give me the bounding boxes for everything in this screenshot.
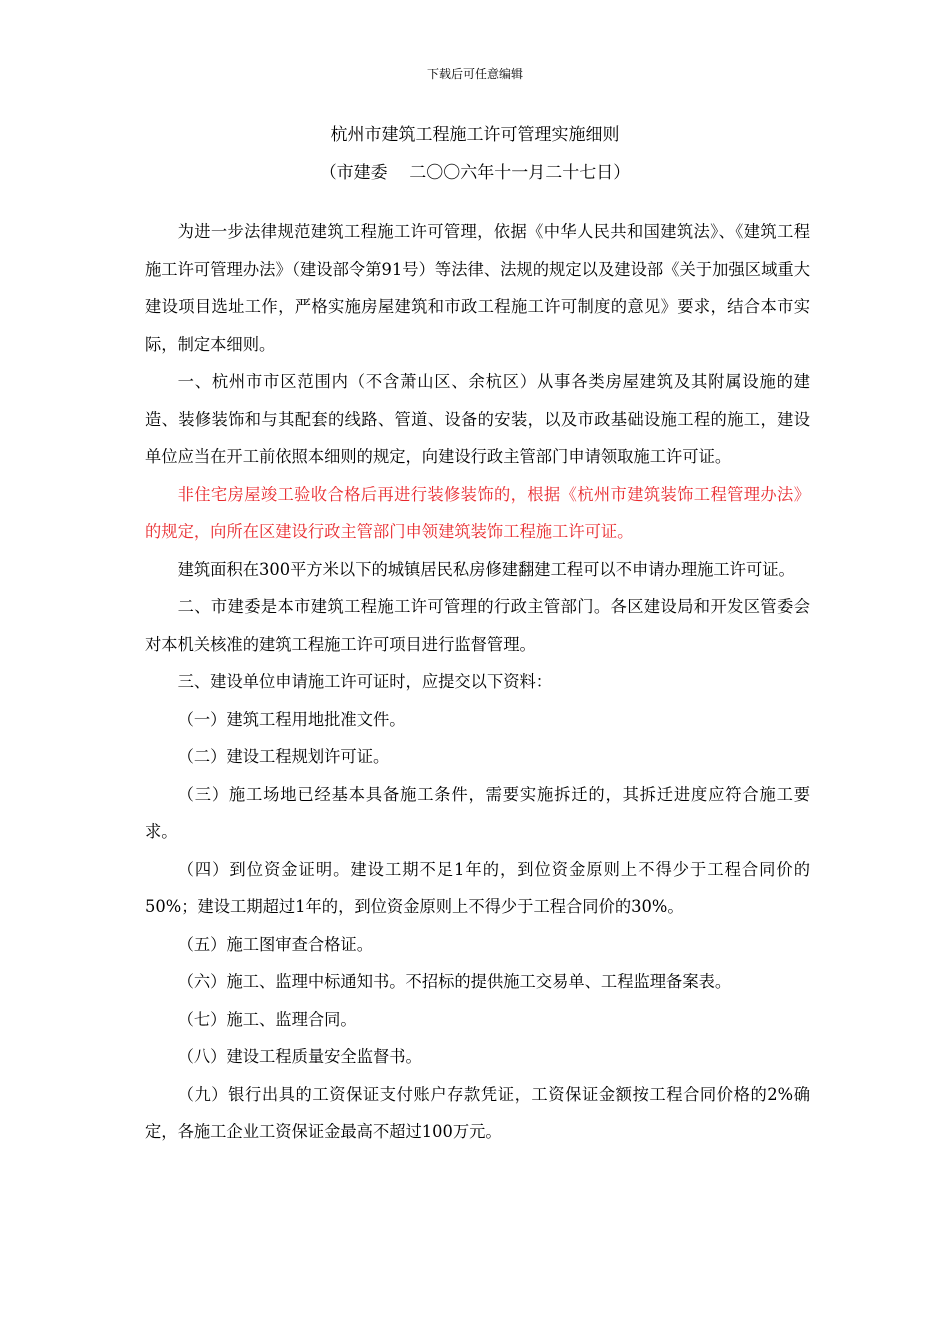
list-item-9: （九）银行出具的工资保证支付账户存款凭证，工资保证金额按工程合同价格的2%确定，各施工企业工资保证金最高不超过100万元。: [145, 1084, 810, 1141]
list-item-6: （六）施工、监理中标通知书。不招标的提供施工交易单、工程监理备案表。: [177, 972, 732, 991]
document-title: 杭州市建筑工程施工许可管理实施细则: [330, 125, 620, 145]
paragraph-private-housing: 建筑面积在300平方米以下的城镇居民私房修建翻建工程可以不申请办理施工许可证。: [177, 559, 795, 579]
list-item-5: （五）施工图审查合格证。: [177, 934, 373, 954]
list-item-1: （一）建筑工程用地批准文件。: [177, 709, 406, 729]
paragraph-article-3: 三、建设单位申请施工许可证时，应提交以下资料：: [177, 672, 553, 691]
paragraph-article-1: 一、杭州市市区范围内（不含萧山区、余杭区）从事各类房屋建筑及其附属设施的建造、装修装饰和与其配套的线路、管道、设备的安装，以及市政基础设施工程的施工，建设单位应当在开工前依照本细则的规定，向建设行政主管部门申请领取施工许可证。: [145, 372, 810, 466]
paragraph-article-2: 二、市建委是本市建筑工程施工许可管理的行政主管部门。各区建设局和开发区管委会对本机关核准的建筑工程施工许可项目进行监督管理。: [145, 597, 810, 654]
header-note: 下载后可任意编辑: [426, 67, 523, 81]
list-item-7: （七）施工、监理合同。: [177, 1009, 357, 1029]
document-body: [145, 213, 810, 1151]
list-item-2: （二）建设工程规划许可证。: [177, 747, 390, 766]
list-item-3: （三）施工场地已经基本具备施工条件，需要实施拆迁的，其拆迁进度应符合施工要求。: [145, 784, 810, 841]
paragraph-intro: 为进一步法律规范建筑工程施工许可管理，依据《中华人民共和国建筑法》、《建筑工程施工许可管理办法》（建设部令第91号）等法律、法规的规定以及建设部《关于加强区域重大建设项目选址工作，严格实施房屋建筑和市政工程施工许可制度的意见》要求，结合本市实际，制定本细则。: [145, 222, 810, 354]
paragraph-decoration-note: 非住宅房屋竣工验收合格后再进行装修装饰的，根据《杭州市建筑装饰工程管理办法》的规定，向所在区建设行政主管部门申领建筑装饰工程施工许可证。: [145, 484, 810, 541]
list-item-8: （八）建设工程质量安全监督书。: [177, 1047, 422, 1066]
document-subtitle: （市建委 二〇〇六年十一月二十七日）: [319, 163, 631, 183]
list-item-4: （四）到位资金证明。建设工期不足1年的，到位资金原则上不得少于工程合同价的50%；建设工期超过1年的，到位资金原则上不得少于工程合同价的30%。: [145, 859, 810, 916]
